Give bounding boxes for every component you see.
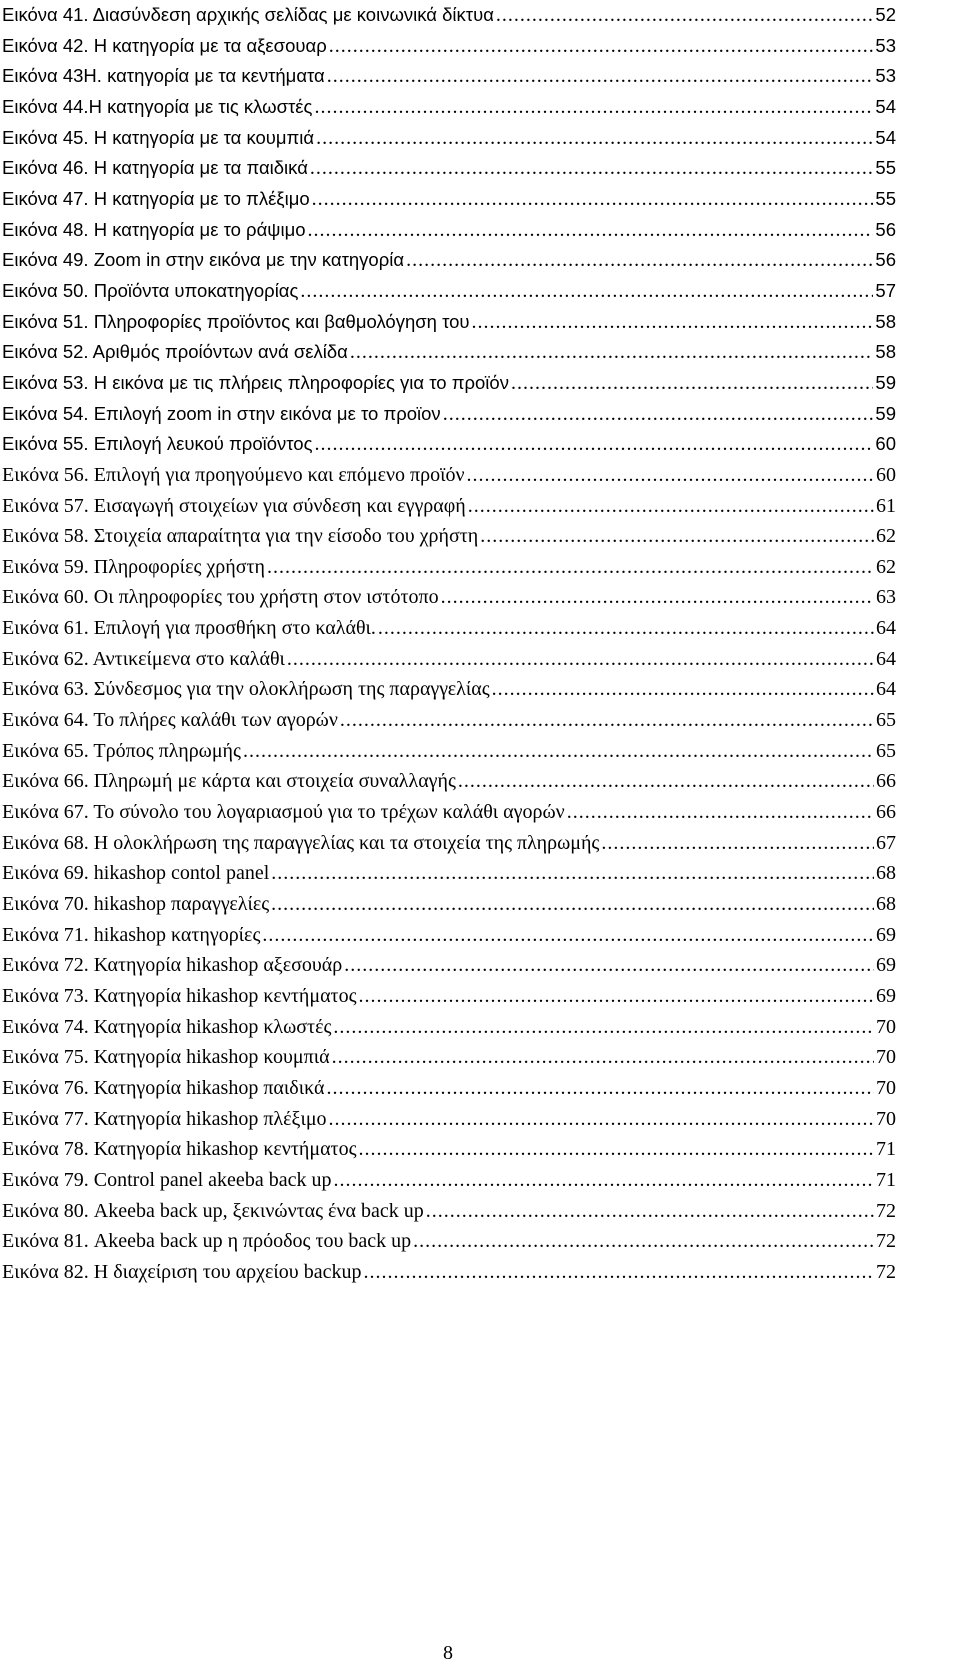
toc-entry-label: Εικόνα 59. Πληροφορίες χρήστη <box>2 555 265 578</box>
toc-entry[interactable] <box>2 1042 896 1073</box>
toc-entry[interactable] <box>2 889 896 920</box>
toc-entry-label: Εικόνα 50. Προϊόντα υποκατηγορίας <box>2 279 299 301</box>
toc-entry-page-number: 71 <box>876 1168 896 1191</box>
dot-leader <box>329 31 874 62</box>
toc-entry-label: Εικόνα 45. Η κατηγορία με τα κουμπιά <box>2 126 315 148</box>
dot-leader <box>443 399 874 430</box>
toc-entry-page-number: 61 <box>876 494 896 517</box>
dot-leader <box>350 337 874 368</box>
toc-entry-label: Εικόνα 56. Επιλογή για προηγούμενο και επόμενο προϊόν <box>2 463 465 486</box>
toc-entry-label: Εικόνα 43Η. κατηγορία με τα κεντήματα <box>2 65 325 87</box>
toc-entry-page-number: 65 <box>876 709 896 732</box>
toc-entry-page-number: 68 <box>876 862 896 885</box>
toc-entry[interactable] <box>2 491 896 522</box>
toc-entry[interactable] <box>2 1257 896 1288</box>
dot-leader <box>492 674 874 705</box>
dot-leader <box>359 981 874 1012</box>
toc-entry[interactable] <box>2 399 896 430</box>
toc-entry-page-number: 71 <box>876 1138 896 1161</box>
dot-leader <box>496 0 874 31</box>
toc-entry-page-number: 55 <box>875 157 896 179</box>
toc-entry-label: Εικόνα 63. Σύνδεσμος για την ολοκλήρωση της παραγγελίας <box>2 678 490 701</box>
dot-leader <box>441 582 874 613</box>
dot-leader <box>426 1196 874 1227</box>
toc-entry-page-number: 55 <box>875 187 896 209</box>
toc-entry-label: Εικόνα 47. Η κατηγορία με το πλέξιμο <box>2 187 310 209</box>
dot-leader <box>378 613 874 644</box>
toc-entry-page-number: 57 <box>875 279 896 301</box>
dot-leader <box>329 1104 874 1135</box>
toc-entry-page-number: 64 <box>876 617 896 640</box>
toc-entry[interactable] <box>2 981 896 1012</box>
toc-entry-page-number: 59 <box>875 371 896 393</box>
toc-entry-label: Εικόνα 41. Διασύνδεση αρχικής σελίδας με κοινωνικά δίκτυα <box>2 4 494 25</box>
toc-entry-page-number: 72 <box>876 1199 896 1222</box>
toc-entry-label: Εικόνα 68. Η ολοκλήρωση της παραγγελίας και τα στοιχεία της πληρωμής <box>2 831 600 854</box>
toc-entry-label: Εικόνα 69. hikashop contol panel <box>2 862 270 885</box>
toc-entry[interactable] <box>2 123 896 154</box>
toc-entry-label: Εικόνα 51. Πληροφορίες προϊόντος και βαθμολόγηση του <box>2 310 470 332</box>
toc-entry-label: Εικόνα 76. Κατηγορία hikashop παιδικά <box>2 1076 325 1099</box>
toc-entry-label: Εικόνα 70. hikashop παραγγελίες <box>2 893 270 916</box>
toc-entry-page-number: 64 <box>876 678 896 701</box>
toc-entry-page-number: 69 <box>876 923 896 946</box>
dot-leader <box>312 184 874 215</box>
toc-entry-page-number: 56 <box>875 218 896 240</box>
toc-entry-label: Εικόνα 54. Επιλογή zoom in στην εικόνα με το προϊον <box>2 402 441 424</box>
toc-entry[interactable] <box>2 950 896 981</box>
toc-entry[interactable] <box>2 736 896 767</box>
dot-leader <box>468 491 874 522</box>
toc-entry-label: Εικόνα 53. Η εικόνα με τις πλήρεις πληροφορίες για το προϊόν <box>2 371 509 393</box>
toc-entry-label: Εικόνα 44.Η κατηγορία με τις κλωστές <box>2 95 313 117</box>
toc-entry-label: Εικόνα 49. Zoom in στην εικόνα με την κατηγορία <box>2 249 405 271</box>
toc-entry-page-number: 65 <box>876 739 896 762</box>
dot-leader <box>344 950 874 981</box>
toc-entry[interactable] <box>2 705 896 736</box>
table-of-figures <box>2 0 896 1288</box>
toc-entry-label: Εικόνα 75. Κατηγορία hikashop κουμπιά <box>2 1046 330 1069</box>
toc-entry[interactable] <box>2 828 896 859</box>
toc-entry-label: Εικόνα 61. Επιλογή για προσθήκη στο καλάθι. <box>2 617 376 640</box>
dot-leader <box>271 889 874 920</box>
toc-entry-page-number: 69 <box>876 985 896 1007</box>
dot-leader <box>315 429 874 460</box>
dot-leader <box>333 1165 874 1196</box>
toc-entry[interactable] <box>2 674 896 705</box>
dot-leader <box>472 307 874 338</box>
dot-leader <box>458 766 874 797</box>
toc-entry[interactable] <box>2 1196 896 1227</box>
toc-entry-page-number: 70 <box>876 1076 896 1099</box>
toc-entry-label: Εικόνα 77. Κατηγορία hikashop πλέξιμο <box>2 1107 327 1130</box>
toc-entry-label: Εικόνα 78. Κατηγορία hikashop κεντήματος <box>2 1138 357 1161</box>
toc-entry-page-number: 68 <box>876 893 896 916</box>
toc-entry-page-number: 52 <box>875 4 896 25</box>
toc-entry-page-number: 63 <box>876 586 896 609</box>
toc-entry-label: Εικόνα 57. Εισαγωγή στοιχείων για σύνδεση και εγγραφή <box>2 494 466 517</box>
toc-entry-label: Εικόνα 48. Η κατηγορία με το ράψιμο <box>2 218 306 240</box>
toc-entry-label: Εικόνα 42. Η κατηγορία με τα αξεσουαρ <box>2 34 327 56</box>
page-number: 8 <box>443 1642 453 1664</box>
toc-entry-page-number: 72 <box>876 1230 896 1253</box>
toc-entry[interactable] <box>2 368 896 399</box>
toc-entry-label: Εικόνα 65. Τρόπος πληρωμής <box>2 739 241 762</box>
toc-entry-label: Εικόνα 82. Η διαχείριση του αρχείου backup <box>2 1260 362 1283</box>
toc-entry[interactable] <box>2 1104 896 1135</box>
toc-entry-label: Εικόνα 79. Control panel akeeba back up <box>2 1168 332 1191</box>
toc-entry-page-number: 64 <box>876 647 896 670</box>
toc-entry-label: Εικόνα 72. Κατηγορία hikashop αξεσουάρ <box>2 954 343 977</box>
toc-entry[interactable] <box>2 920 896 951</box>
toc-entry[interactable] <box>2 1165 896 1196</box>
toc-entry[interactable] <box>2 184 896 215</box>
toc-entry-label: Εικόνα 66. Πληρωμή με κάρτα και στοιχεία συναλλαγής <box>2 770 456 793</box>
toc-entry[interactable] <box>2 153 896 184</box>
toc-entry-page-number: 58 <box>875 310 896 332</box>
dot-leader <box>271 858 874 889</box>
dot-leader <box>310 153 874 184</box>
toc-entry-page-number: 66 <box>876 770 896 793</box>
toc-entry[interactable] <box>2 1134 896 1165</box>
toc-entry-page-number: 56 <box>875 249 896 271</box>
toc-entry-label: Εικόνα 74. Κατηγορία hikashop κλωστές <box>2 1015 332 1038</box>
toc-entry[interactable] <box>2 31 896 62</box>
toc-entry-page-number: 69 <box>876 954 896 977</box>
toc-entry-page-number: 67 <box>876 831 896 854</box>
dot-leader <box>601 828 874 859</box>
toc-entry-page-number: 53 <box>875 34 896 56</box>
toc-entry-label: Εικόνα 64. Το πλήρες καλάθι των αγορών <box>2 709 338 732</box>
toc-entry[interactable] <box>2 215 896 246</box>
toc-entry-page-number: 70 <box>876 1015 896 1038</box>
dot-leader <box>300 276 873 307</box>
toc-entry-page-number: 53 <box>875 65 896 87</box>
toc-entry[interactable] <box>2 429 896 460</box>
dot-leader <box>511 368 873 399</box>
toc-entry-page-number: 72 <box>876 1260 896 1283</box>
dot-leader <box>359 1134 874 1165</box>
toc-entry-page-number: 70 <box>876 1046 896 1069</box>
toc-entry[interactable] <box>2 797 896 828</box>
toc-entry-label: Εικόνα 80. Akeeba back up, ξεκινώντας ένα back up <box>2 1199 424 1222</box>
toc-entry-label: Εικόνα 73. Κατηγορία hikashop κεντήματος <box>2 985 357 1007</box>
toc-entry[interactable] <box>2 307 896 338</box>
toc-entry-page-number: 62 <box>876 525 896 548</box>
dot-leader <box>327 61 874 92</box>
toc-entry-page-number: 58 <box>875 341 896 363</box>
toc-entry-page-number: 60 <box>875 433 896 455</box>
toc-entry[interactable] <box>2 1226 896 1257</box>
dot-leader <box>567 797 874 828</box>
toc-entry[interactable] <box>2 582 896 613</box>
toc-entry-page-number: 54 <box>875 126 896 148</box>
toc-entry[interactable] <box>2 0 896 31</box>
dot-leader <box>314 92 873 123</box>
toc-entry-label: Εικόνα 58. Στοιχεία απαραίτητα για την είσοδο του χρήστη <box>2 525 479 548</box>
toc-entry[interactable] <box>2 521 896 552</box>
dot-leader <box>333 1012 874 1043</box>
dot-leader <box>267 552 874 583</box>
dot-leader <box>243 736 874 767</box>
dot-leader <box>467 460 874 491</box>
toc-entry[interactable] <box>2 61 896 92</box>
toc-entry[interactable] <box>2 644 896 675</box>
toc-entry-page-number: 70 <box>876 1107 896 1130</box>
dot-leader <box>262 920 874 951</box>
toc-entry[interactable] <box>2 766 896 797</box>
dot-leader <box>413 1226 874 1257</box>
toc-entry[interactable] <box>2 245 896 276</box>
toc-entry[interactable] <box>2 276 896 307</box>
dot-leader <box>326 1073 874 1104</box>
toc-entry[interactable] <box>2 92 896 123</box>
toc-entry-label: Εικόνα 71. hikashop κατηγορίες <box>2 923 261 946</box>
toc-entry[interactable] <box>2 858 896 889</box>
toc-entry-page-number: 66 <box>876 801 896 824</box>
toc-entry-page-number: 59 <box>875 402 896 424</box>
toc-entry-label: Εικόνα 62. Αντικείμενα στο καλάθι <box>2 647 285 670</box>
toc-entry[interactable] <box>2 552 896 583</box>
toc-entry-page-number: 60 <box>876 463 896 486</box>
toc-entry[interactable] <box>2 1012 896 1043</box>
toc-entry-page-number: 62 <box>876 555 896 578</box>
toc-entry[interactable] <box>2 1073 896 1104</box>
toc-entry[interactable] <box>2 613 896 644</box>
toc-entry-label: Εικόνα 52. Αριθμός προίόντων ανά σελίδα <box>2 341 348 363</box>
dot-leader <box>308 215 874 246</box>
toc-entry-label: Εικόνα 67. Το σύνολο του λογαριασμού για το τρέχων καλάθι αγορών <box>2 801 565 824</box>
dot-leader <box>332 1042 874 1073</box>
dot-leader <box>480 521 874 552</box>
toc-entry[interactable] <box>2 460 896 491</box>
toc-entry-label: Εικόνα 81. Akeeba back up η πρόοδος του back up <box>2 1230 412 1253</box>
toc-entry[interactable] <box>2 337 896 368</box>
dot-leader <box>316 123 873 154</box>
dot-leader <box>363 1257 874 1288</box>
toc-entry-label: Εικόνα 60. Οι πληροφορίες του χρήστη στον ιστότοπο <box>2 586 439 609</box>
dot-leader <box>406 245 873 276</box>
toc-entry-label: Εικόνα 55. Επιλογή λευκού προϊόντος <box>2 433 313 455</box>
dot-leader <box>340 705 874 736</box>
dot-leader <box>287 644 874 675</box>
toc-entry-page-number: 54 <box>875 95 896 117</box>
toc-entry-label: Εικόνα 46. Η κατηγορία με τα παιδικά <box>2 157 308 179</box>
